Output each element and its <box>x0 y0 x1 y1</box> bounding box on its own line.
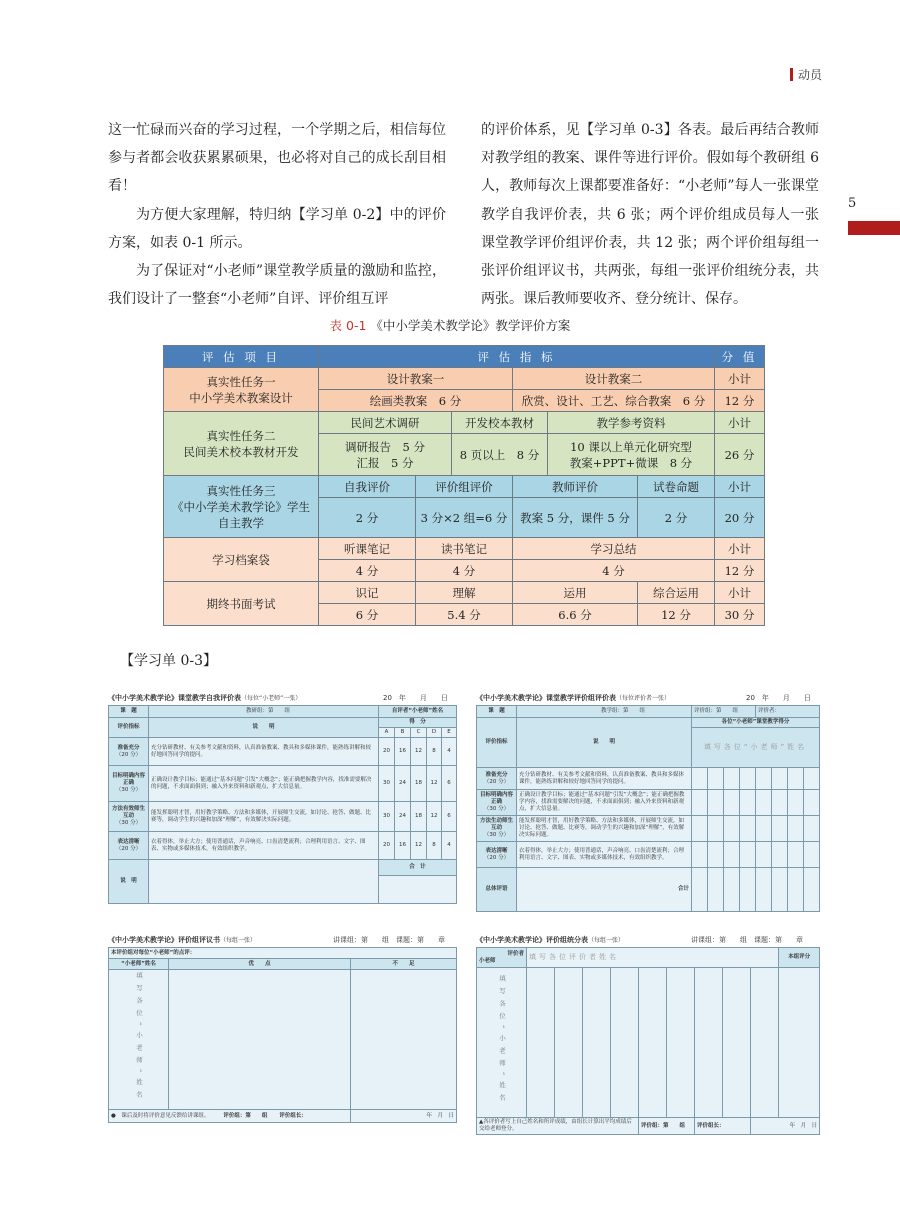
subtotal-label: 小计 <box>715 412 765 434</box>
task-name: 真实性任务二 民间美术校本教材开发 <box>164 412 319 476</box>
group-review-form <box>108 935 456 1140</box>
form-title: 《中小学美术教学论》课堂教学评价组评价表（每位评价者一张） 20 年 月 日 <box>476 694 811 702</box>
subtotal: 30 分 <box>715 604 765 626</box>
criterion: 综合运用 <box>638 582 715 604</box>
score: 12 分 <box>638 604 715 626</box>
criterion: 设计教案二 <box>513 368 715 390</box>
self-evaluation-form <box>108 693 456 921</box>
score: 4 分 <box>513 560 715 582</box>
page-number: 5 <box>848 196 857 211</box>
criterion: 学习总结 <box>513 538 715 560</box>
criterion: 开发校本教材 <box>452 412 548 434</box>
subtotal-label: 小计 <box>715 368 765 390</box>
vertical-fill-hint: 填写各位“小老师”姓名 <box>135 972 143 1104</box>
task-name: 真实性任务三 《中小学美术教学论》学生 自主教学 <box>164 476 319 538</box>
group-evaluation-form <box>476 693 819 921</box>
table-caption <box>0 316 900 334</box>
paragraph: 为了保证对“小老师”课堂教学质量的激励和监控，我们设计了一整套“小老师”自评、评价组互评 <box>108 263 446 308</box>
paragraph: 这一忙碌而兴奋的学习过程，一个学期之后，相信每位参与者都会收获累累硕果，也必将对自己的成长刮目相看！ <box>108 122 446 195</box>
criterion: 教师评价 <box>513 476 638 498</box>
score: 6.6 分 <box>513 604 638 626</box>
section-title: 动员 <box>797 68 822 82</box>
subtotal: 26 分 <box>715 434 765 476</box>
criterion: 自我评价 <box>319 476 416 498</box>
bullet: ● <box>111 1112 122 1119</box>
table-number: 表 0-1 <box>329 318 367 333</box>
score: 欣赏、设计、工艺、综合教案 6 分 <box>513 390 715 412</box>
task-name: 期终书面考试 <box>164 582 319 626</box>
header-cell: 分 值 <box>715 346 765 368</box>
task-name: 学习档案袋 <box>164 538 319 582</box>
score: 10 课以上单元化研究型 教案+PPT+微课 8 分 <box>548 434 715 476</box>
subtotal: 12 分 <box>715 560 765 582</box>
right-column <box>481 116 819 313</box>
score: 3 分×2 组=6 分 <box>416 498 513 538</box>
subtotal: 20 分 <box>715 498 765 538</box>
score: 2 分 <box>319 498 416 538</box>
subtotal: 12 分 <box>715 390 765 412</box>
evaluation-plan-table <box>163 345 765 626</box>
form-title: 《中小学美术教学论》评价组统分表（每组一张） 讲课组：第 组 课题：第 章 <box>476 936 803 944</box>
criterion: 教学参考资料 <box>548 412 715 434</box>
self-evaluation-table: 课 题 教研组：第 组 自评者“小老师”姓名 评价指标 说 明 得 分 A B C D E 准备充分 （20 分） 充分钻研教材、有关参考文献和资料，认真准备教案、教具和多媒体课件，能熟练讲解和较好地回答同学的提问。 20 16 12 8 4 目标明确内容正确 （30 分） 正确设计教学目标；能通过“基本问题”引发“大概念”；能正确把握教学内容，找准需要解决的问题，不求面面俱到；融入外来资料和新观点，扩大信息量。 30 24 18 12 6 方法有效师生互动 （30 分） 能发挥聪明才智，用好教学策略、方法和多媒体，开展师生交流，如讨论、抢答、做题、比赛等，调动学生的兴趣和加深“理解”，有效解决实际问题。 30 24 18 12 6 表达清晰 （20 分） 衣着得体，举止大方；使用普通话，声音响亮、口齿清楚流利；合理利用语言、文字、图表、实物或多媒体技术，有效组织教学。 20 16 12 8 4 说 明 合 计 <box>108 705 457 904</box>
vertical-fill-hint: 填写各位“小老师”姓名 <box>498 975 506 1107</box>
worksheet-label: 【学习单 0-3】 <box>120 653 217 669</box>
criterion: 识记 <box>319 582 416 604</box>
header-cell: 评 估 指 标 <box>319 346 715 368</box>
subtotal-label: 小计 <box>715 582 765 604</box>
score: 4 分 <box>416 560 513 582</box>
left-column <box>108 116 446 313</box>
score: 绘画类教案 6 分 <box>319 390 513 412</box>
group-evaluation-table: 课 题 教学组：第 组 评价组：第 组 评价者： 评价指标 说 明 各位“小老师”课堂教学得分 填写各位“小老师”姓名 准备充分 （20 分） 充分钻研教材、有关参考文献和资料，认真准备教案、教具和多媒体课件，能熟练讲解和较好地回答同学的提问。 目标明确内容正确 （30 分） 正确设计教学目标；能通过“基本问题”引发“大概念”；能正确把握教学内容，找准需要解决的问题，不求面面俱到；融入外来资料和新观点，扩大信息量。 方法生动师生互动 （30 分） 能发挥聪明才智，用好教学策略、方法和多媒体，开展师生交流，如讨论、抢答、做题、比赛等，调动学生的兴趣和加深“理解”，有效解决实际问题。 表达清晰 （20 分） 衣着得体，举止大方；使用普通话，声音响亮、口齿清楚流利；合理利用语言、文字、图表、实物或多媒体技术，有效组织教学。 总体评语 合计 <box>476 705 820 912</box>
page-tab-marker <box>848 221 900 235</box>
score-summary-table: 评价者 小老师 填写各位评价者姓名 本组评分 填写各位“小老师”姓名 ▲各评价者写上自己姓名和所评成绩，由组长计算出平均成绩后交给老师登分。 评价组：第 组 评价组长： 年 月 日 <box>476 947 820 1135</box>
group-review-table: 本评价组对每位“小老师”的点评： “小老师”姓名 优 点 不 足 填写各位“小老师”姓名 ● 课后及时将评价意见反馈给讲课组。 评价组：第 组 评价组长： 年 月 日 <box>108 947 457 1123</box>
score: 8 页以上 8 分 <box>452 434 548 476</box>
criterion: 民间艺术调研 <box>319 412 452 434</box>
criterion: 评价组评价 <box>416 476 513 498</box>
criterion: 试卷命题 <box>638 476 715 498</box>
form-title: 《中小学美术教学论》评价组评议书（每组一张） 讲课组：第 组 课题：第 章 <box>108 936 445 944</box>
paragraph: 为方便大家理解，特归纳【学习单 0-2】中的评价方案，如表 0-1 所示。 <box>108 206 446 251</box>
score: 2 分 <box>638 498 715 538</box>
score: 5.4 分 <box>416 604 513 626</box>
table-title: 《中小学美术教学论》教学评价方案 <box>370 318 571 333</box>
score-summary-form <box>476 935 819 1140</box>
score: 6 分 <box>319 604 416 626</box>
form-title: 《中小学美术教学论》课堂教学自我评价表（每位“小老师”一张） 20 年 月 日 <box>108 694 448 702</box>
subtotal-label: 小计 <box>715 476 765 498</box>
score: 教案 5 分，课件 5 分 <box>513 498 638 538</box>
criterion: 读书笔记 <box>416 538 513 560</box>
criterion: 运用 <box>513 582 638 604</box>
paragraph: 的评价体系，见【学习单 0-3】各表。最后再结合教师对教学组的教案、课件等进行评价。假如每个教研组 6 人，教师每次上课都要准备好：“小老师”每人一张课堂教学自我评价表，共 6 张；两个评价组成员每人一张课堂教学评价组评价表，共 12 张；两个评价组每组一张评价组评议书，共两张，每组一张评价组统分表，共两张。课后教师要收齐、登分统计、保存。 <box>481 122 819 308</box>
criterion: 听课笔记 <box>319 538 416 560</box>
task-name: 真实性任务一 中小学美术教案设计 <box>164 368 319 412</box>
header-cell: 评 估 项 目 <box>164 346 319 368</box>
header-marker <box>790 68 793 81</box>
criterion: 设计教案一 <box>319 368 513 390</box>
score: 4 分 <box>319 560 416 582</box>
running-header <box>790 66 822 83</box>
score: 调研报告 5 分 汇报 5 分 <box>319 434 452 476</box>
criterion: 理解 <box>416 582 513 604</box>
subtotal-label: 小计 <box>715 538 765 560</box>
